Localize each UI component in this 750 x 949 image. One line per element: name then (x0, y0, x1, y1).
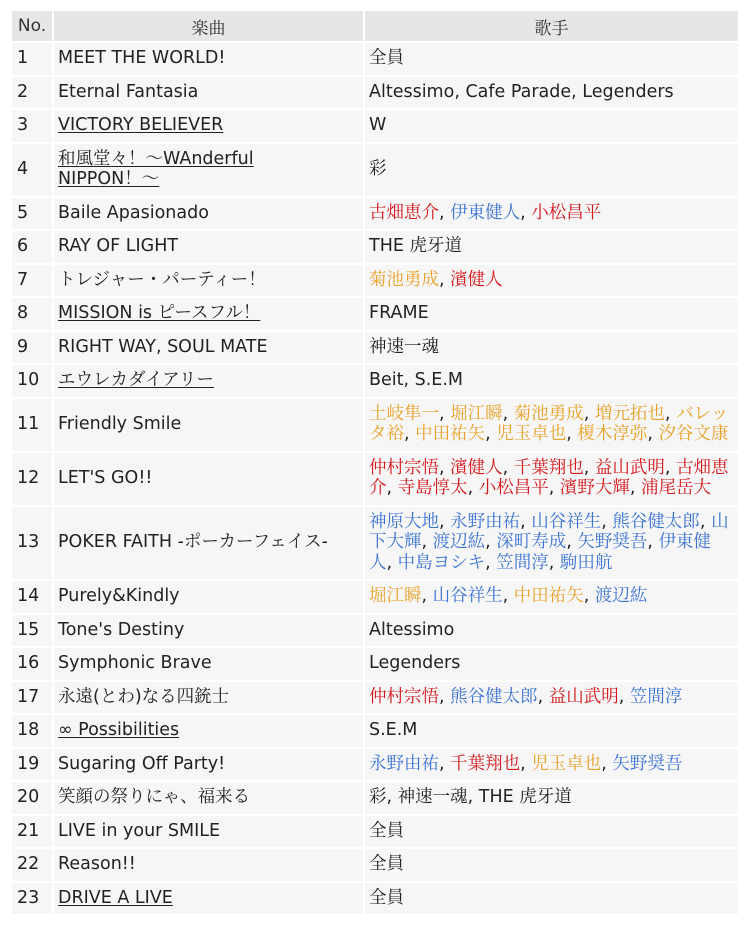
singer-name: 全員 (369, 887, 404, 908)
singer-name: 益山武明 (594, 457, 665, 478)
header-no: No. (12, 11, 52, 41)
singer-name: 熊谷健太郎 (612, 511, 700, 532)
singer-cell (365, 110, 738, 142)
singer-name: 伊東健人 (450, 202, 521, 223)
table-row (12, 453, 738, 505)
singer-name: 永野由祐 (450, 511, 521, 532)
song-title-link[interactable]: ∞ Possibilities (58, 720, 180, 740)
song-title-cell (54, 365, 363, 397)
song-title-cell (54, 615, 363, 647)
song-title-cell (54, 749, 363, 781)
song-number: 15 (12, 615, 52, 647)
singer-name: 濱野大輝 (559, 478, 630, 498)
song-title: Symphonic Brave (58, 653, 212, 673)
song-number: 14 (12, 581, 52, 613)
song-title-cell (54, 682, 363, 714)
song-title: Purely&Kindly (58, 586, 180, 606)
song-title: Friendly Smile (58, 413, 182, 434)
song-number: 11 (12, 399, 52, 451)
table-row (12, 581, 738, 613)
song-title: 笑顔の祭りにゃ、福来る (58, 787, 251, 807)
song-number: 22 (12, 849, 52, 881)
singer-name: Legenders (369, 653, 461, 673)
song-number: 4 (12, 144, 52, 196)
song-title-link[interactable]: エウレカダイアリー (58, 370, 214, 390)
table-row (12, 507, 738, 580)
singer-name: 小松昌平 (478, 478, 549, 498)
singer-name: 渡辺紘 (594, 586, 648, 606)
singer-cell: 土岐隼一, 堀江瞬, 菊池勇成, 増元拓也, バレッタ裕, 中田祐矢, 児玉卓也, 榎木淳弥, 汐谷文康 (365, 399, 738, 451)
singer-cell (365, 298, 738, 330)
singer-name: 仲村宗悟 (369, 457, 439, 478)
table-row (12, 365, 738, 397)
song-title: POKER FAITH -ポーカーフェイス- (58, 532, 328, 552)
singer-name: 全員 (369, 820, 404, 841)
singer-name: Altessimo (369, 619, 455, 640)
singer-name: Altessimo, Cafe Parade, Legenders (369, 81, 674, 102)
table-row (12, 615, 738, 647)
singer-name: 伊東健人 (369, 532, 712, 573)
song-title-cell (54, 110, 363, 142)
song-title: RAY OF LIGHT (58, 236, 179, 256)
singer-name: 渡辺紘 (432, 532, 486, 552)
singer-name: 堀江瞬 (450, 403, 503, 424)
singer-name: 土岐隼一 (369, 403, 439, 424)
song-title-cell (54, 265, 363, 297)
song-number: 9 (12, 332, 52, 364)
song-number: 23 (12, 883, 52, 915)
singer-name: 古畑恵介 (369, 457, 729, 498)
singer-name: 浦尾岳大 (641, 478, 712, 498)
song-title-cell (54, 77, 363, 109)
singer-name: 児玉卓也 (531, 753, 602, 774)
singer-name: 全員 (369, 854, 404, 874)
song-title-link[interactable]: 和風堂々！〜WAnderful NIPPON！〜 (58, 148, 254, 189)
table-row (12, 749, 738, 781)
singer-name: 菊池勇成 (513, 403, 584, 424)
table-row (12, 265, 738, 297)
song-title-cell (54, 581, 363, 613)
singer-name: FRAME (369, 303, 429, 323)
table-row (12, 648, 738, 680)
song-title-link[interactable]: VICTORY BELIEVER (58, 115, 224, 135)
song-number: 18 (12, 715, 52, 747)
singer-name: 山下大輝 (369, 511, 729, 552)
singer-name: 山谷祥生 (432, 586, 503, 606)
setlist-table (10, 9, 740, 916)
singer-cell (365, 648, 738, 680)
song-title: 永遠(とわ)なる四銃士 (58, 686, 230, 707)
song-number: 19 (12, 749, 52, 781)
singer-name: 深町寿成 (496, 532, 567, 552)
table-row (12, 298, 738, 330)
singer-name: 堀江瞬 (369, 586, 422, 606)
song-number: 12 (12, 453, 52, 505)
table-row (12, 198, 738, 230)
singer-cell (365, 77, 738, 109)
song-title: トレジャー・パーティー！ (58, 269, 266, 290)
song-title-cell (54, 453, 363, 505)
singer-cell (365, 816, 738, 848)
song-title-cell (54, 782, 363, 814)
singer-cell (365, 715, 738, 747)
song-title: LIVE in your SMILE (58, 820, 221, 841)
singer-name: バレッタ裕 (369, 403, 729, 444)
song-number: 10 (12, 365, 52, 397)
song-number: 1 (12, 43, 52, 75)
singer-name: 駒田航 (559, 552, 613, 573)
song-number: 3 (12, 110, 52, 142)
singer-name: 増元拓也 (594, 403, 665, 424)
song-number: 13 (12, 507, 52, 580)
singer-name: 山谷祥生 (531, 511, 602, 532)
singer-name: 彩, 神速一魂, THE 虎牙道 (369, 787, 572, 807)
singer-name: 笠間淳 (629, 686, 683, 707)
song-number: 21 (12, 816, 52, 848)
singer-name: 千葉翔也 (513, 457, 584, 478)
song-title: Eternal Fantasia (58, 81, 199, 102)
singer-name: 神速一魂 (369, 336, 439, 357)
table-row (12, 816, 738, 848)
song-title-link[interactable]: MISSION is ピースフル！ (58, 303, 261, 323)
singer-name: 矢野奨吾 (612, 753, 683, 774)
song-title: Baile Apasionado (58, 202, 209, 223)
song-number: 16 (12, 648, 52, 680)
song-title-cell (54, 144, 363, 196)
song-number: 5 (12, 198, 52, 230)
singer-name: 小松昌平 (531, 202, 602, 223)
singer-name: 寺島惇太 (397, 478, 468, 498)
song-title-cell (54, 883, 363, 915)
singer-cell: 仲村宗悟, 熊谷健太郎, 益山武明, 笠間淳 (365, 682, 738, 714)
singer-cell: 仲村宗悟, 濱健人, 千葉翔也, 益山武明, 古畑恵介, 寺島惇太, 小松昌平, 濱野大輝, 浦尾岳大 (365, 453, 738, 505)
table-row (12, 883, 738, 915)
song-title-cell (54, 816, 363, 848)
song-title: LET'S GO!! (58, 467, 153, 488)
table-row (12, 332, 738, 364)
song-title-cell (54, 298, 363, 330)
song-title-cell (54, 332, 363, 364)
singer-name: W (369, 115, 387, 135)
singer-cell: 古畑恵介, 伊東健人, 小松昌平 (365, 198, 738, 230)
song-title: Tone's Destiny (58, 619, 185, 640)
song-number: 7 (12, 265, 52, 297)
singer-cell (365, 615, 738, 647)
table-row (12, 682, 738, 714)
song-number: 2 (12, 77, 52, 109)
singer-cell (365, 883, 738, 915)
singer-name: Beit, S.E.M (369, 370, 464, 390)
song-title-cell (54, 849, 363, 881)
song-number: 17 (12, 682, 52, 714)
singer-name: 千葉翔也 (450, 753, 521, 774)
song-number: 6 (12, 231, 52, 263)
singer-cell (365, 365, 738, 397)
singer-name: 神原大地 (369, 511, 439, 532)
singer-name: 古畑恵介 (369, 202, 439, 223)
singer-name: 彩 (369, 158, 387, 179)
table-row (12, 849, 738, 881)
singer-cell (365, 849, 738, 881)
singer-name: 笠間淳 (496, 552, 549, 573)
singer-name: 全員 (369, 48, 404, 68)
singer-name: 児玉卓也 (496, 424, 567, 444)
singer-name: 中田祐矢 (415, 424, 486, 444)
song-title-cell (54, 648, 363, 680)
song-title-cell (54, 231, 363, 263)
singer-name: 益山武明 (548, 686, 619, 707)
song-title-cell (54, 43, 363, 75)
song-title-cell (54, 198, 363, 230)
table-row (12, 231, 738, 263)
table-row (12, 110, 738, 142)
song-title-cell (54, 715, 363, 747)
table-row (12, 144, 738, 196)
singer-name: 熊谷健太郎 (450, 686, 538, 707)
singer-cell (365, 231, 738, 263)
song-number: 20 (12, 782, 52, 814)
singer-name: THE 虎牙道 (369, 236, 462, 256)
song-number: 8 (12, 298, 52, 330)
singer-cell (365, 782, 738, 814)
song-title: Sugaring Off Party! (58, 753, 226, 774)
singer-cell (365, 43, 738, 75)
singer-name: 榎木淳弥 (577, 424, 648, 444)
table-row (12, 43, 738, 75)
singer-name: S.E.M (369, 720, 418, 740)
singer-cell: 菊池勇成, 濱健人 (365, 265, 738, 297)
singer-cell: 神原大地, 永野由祐, 山谷祥生, 熊谷健太郎, 山下大輝, 渡辺紘, 深町寿成, 矢野奨吾, 伊東健人, 中島ヨシキ, 笠間淳, 駒田航 (365, 507, 738, 580)
singer-cell: 永野由祐, 千葉翔也, 児玉卓也, 矢野奨吾 (365, 749, 738, 781)
table-row (12, 782, 738, 814)
singer-cell (365, 332, 738, 364)
song-title-cell (54, 507, 363, 580)
singer-name: 濱健人 (450, 269, 503, 290)
singer-name: 菊池勇成 (369, 269, 439, 290)
song-title-cell (54, 399, 363, 451)
singer-name: 矢野奨吾 (577, 532, 648, 552)
song-title: Reason!! (58, 854, 136, 874)
singer-name: 濱健人 (450, 457, 503, 478)
header-song: 楽曲 (54, 11, 363, 41)
table-row (12, 399, 738, 451)
song-title-link[interactable]: DRIVE A LIVE (58, 887, 173, 908)
singer-name: 中島ヨシキ (397, 552, 486, 573)
table-body (12, 43, 738, 914)
singer-name: 汐谷文康 (658, 424, 729, 444)
singer-cell (365, 144, 738, 196)
table-row (12, 77, 738, 109)
header-row (12, 11, 738, 41)
song-title: MEET THE WORLD! (58, 48, 226, 68)
singer-name: 中田祐矢 (513, 586, 584, 606)
song-title: RIGHT WAY, SOUL MATE (58, 336, 268, 357)
singer-cell: 堀江瞬, 山谷祥生, 中田祐矢, 渡辺紘 (365, 581, 738, 613)
table-row (12, 715, 738, 747)
singer-name: 永野由祐 (369, 753, 439, 774)
singer-name: 仲村宗悟 (369, 686, 439, 707)
header-singer: 歌手 (365, 11, 738, 41)
